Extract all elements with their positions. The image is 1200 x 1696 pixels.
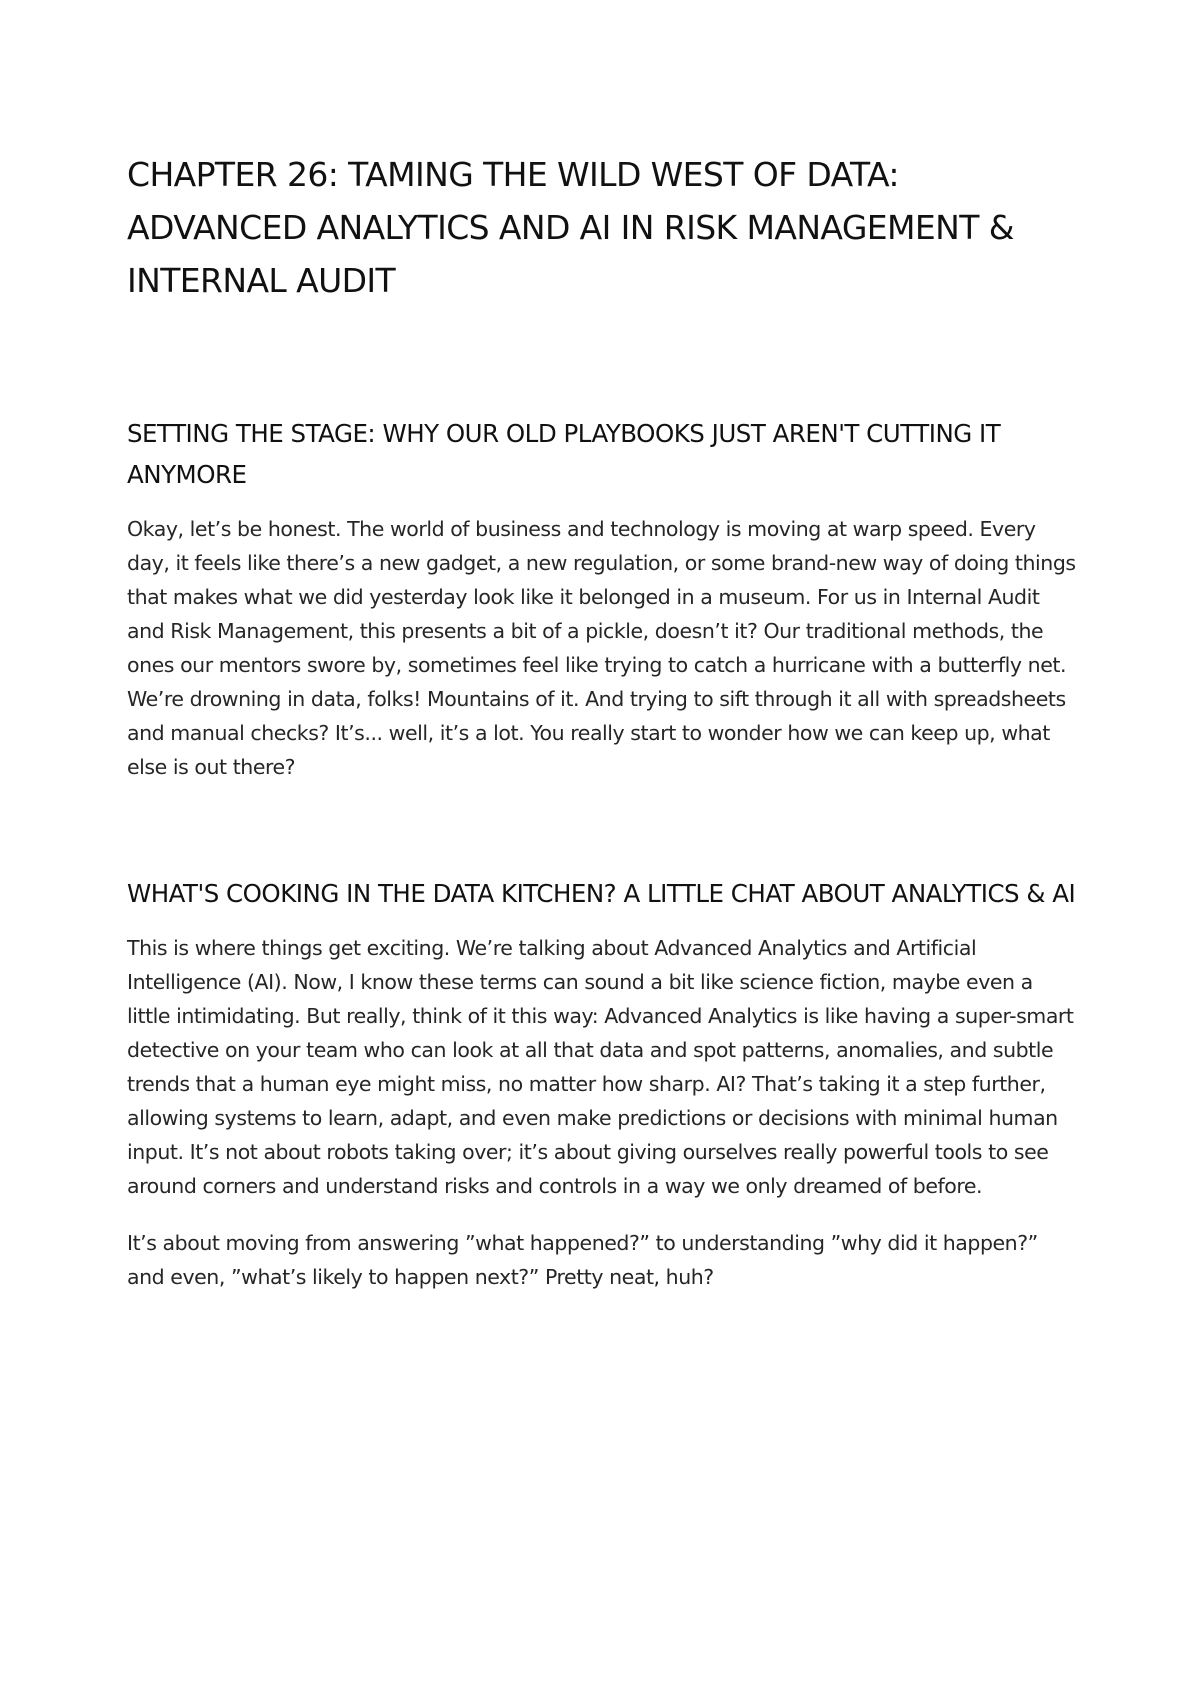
section-heading: SETTING THE STAGE: WHY OUR OLD PLAYBOOKS JUST AREN'T CUTTING IT ANYMORE <box>127 419 1001 489</box>
body-paragraph: This is where things get exciting. We’re talking about Advanced Analytics and Artificial Intelligence (AI). Now, I know these terms can sound a bit like science fiction, maybe even a little intimidating. But really, think of it this way: Advanced Analytics is like having a super-smart detective on your team who can look at all that data and spot patterns, anomalies, and subtle trends that a human eye might miss, no matter how sharp. AI? That’s taking it a step further, allowing systems to learn, adapt, and even make predictions or decisions with minimal human input. It’s not about robots taking over; it’s about giving ourselves really powerful tools to see around corners and understand risks and controls in a way we only dreamed of before. <box>127 936 1074 1198</box>
section-heading: WHAT'S COOKING IN THE DATA KITCHEN? A LITTLE CHAT ABOUT ANALYTICS & AI <box>127 879 1076 908</box>
chapter-title: CHAPTER 26: TAMING THE WILD WEST OF DATA: ADVANCED ANALYTICS AND AI IN RISK MANAGEMENT & INTERNAL AUDIT <box>127 155 1014 300</box>
body-paragraph: Okay, let’s be honest. The world of business and technology is moving at warp speed. Every day, it feels like there’s a new gadget, a new regulation, or some brand-new way of doing things that makes what we did yesterday look like it belonged in a museum. For us in Internal Audit and Risk Management, this presents a bit of a pickle, doesn’t it? Our traditional methods, the ones our mentors swore by, sometimes feel like trying to catch a hurricane with a butterfly net. We’re drowning in data, folks! Mountains of it. And trying to sift through it all with spreadsheets and manual checks? It’s... well, it’s a lot. You really start to wonder how we can keep up, what else is out there? <box>127 517 1076 779</box>
body-paragraph: It’s about moving from answering ”what happened?” to understanding ”why did it happen?” and even, ”what’s likely to happen next?” Pretty neat, huh? <box>127 1231 1038 1289</box>
section-data-kitchen <box>127 873 1080 1294</box>
section-setting-the-stage <box>127 413 1080 784</box>
